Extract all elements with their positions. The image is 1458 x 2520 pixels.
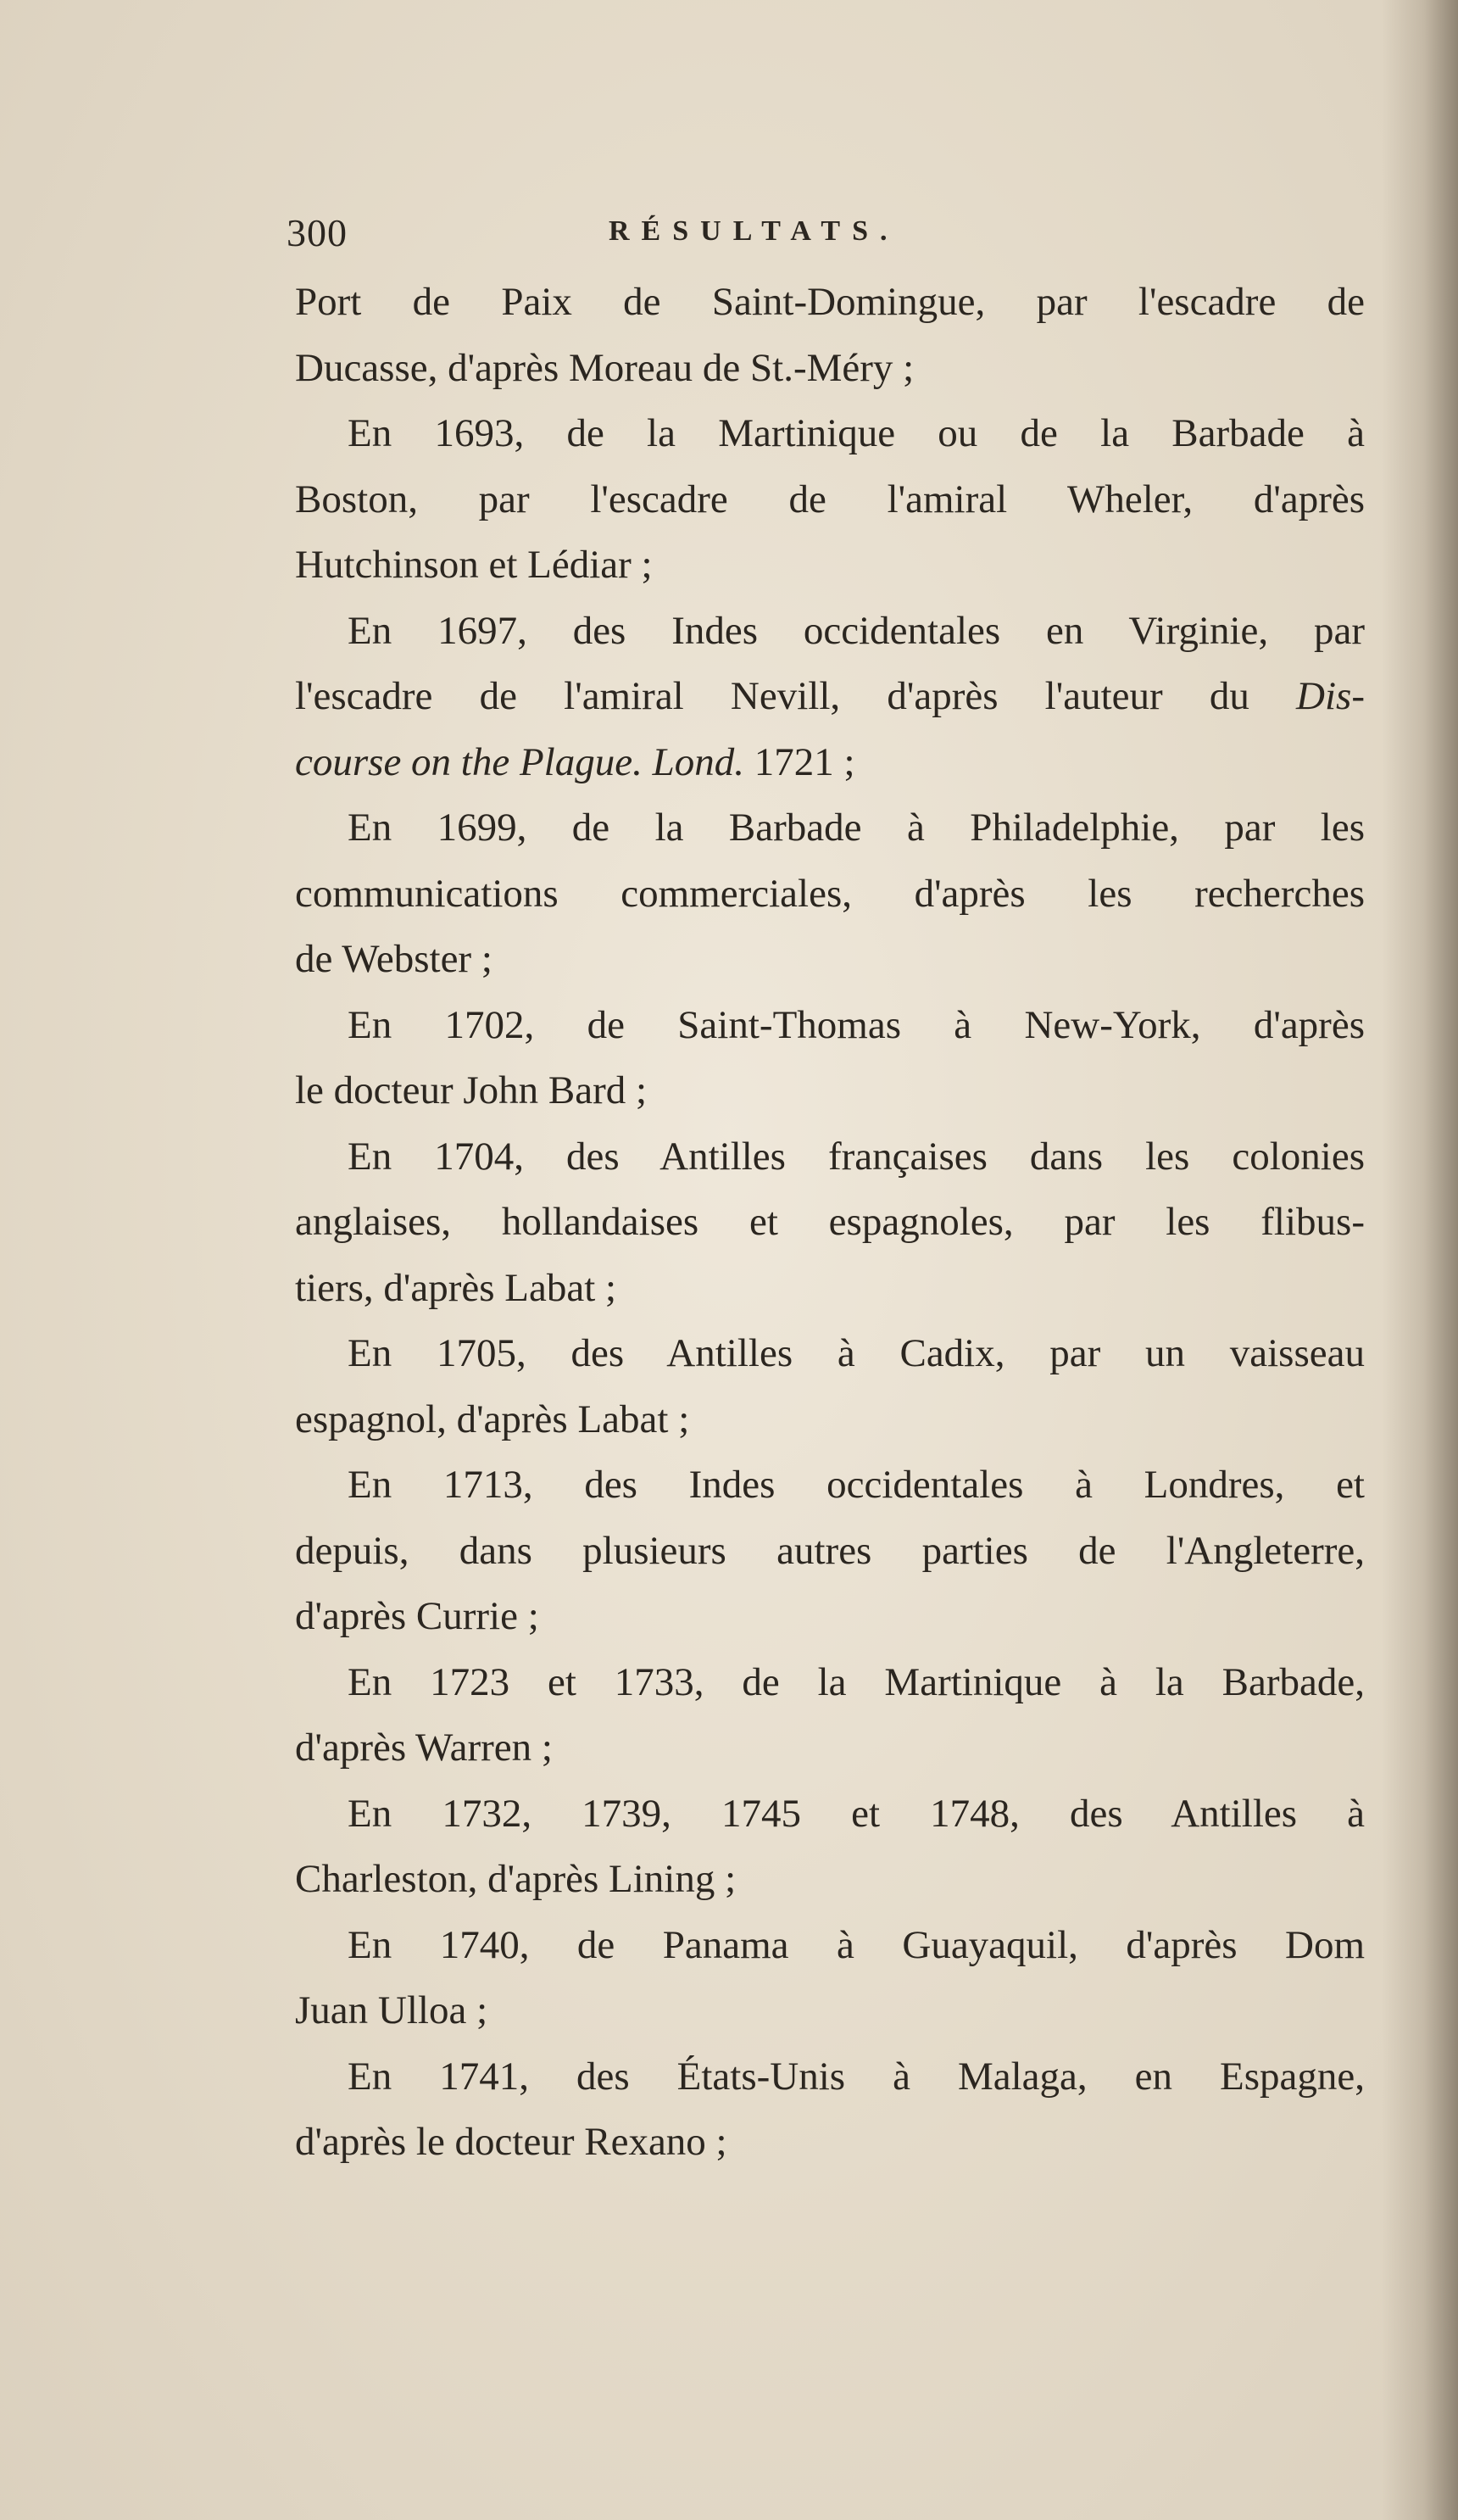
text-line: En 1741, des États-Unis à Malaga, en Espagne, bbox=[348, 2054, 1365, 2099]
text-line: Juan Ulloa ; bbox=[295, 1988, 488, 2032]
page-number: 300 bbox=[287, 211, 348, 254]
text-line bbox=[295, 730, 1365, 796]
text-line: Hutchinson et Lédiar ; bbox=[295, 543, 653, 587]
italic-title: Dis- bbox=[1296, 674, 1365, 718]
text-line: En 1704, des Antilles françaises dans les colonies bbox=[348, 1134, 1365, 1179]
running-head: RÉSULTATS. bbox=[609, 215, 899, 247]
text-line: En 1713, des Indes occidentales à Londres, et bbox=[348, 1463, 1365, 1507]
page-header bbox=[287, 210, 1372, 261]
text-line: En 1693, de la Martinique ou de la Barbade à bbox=[348, 411, 1365, 455]
text-line: Boston, par l'escadre de l'amiral Wheler, d'après bbox=[295, 477, 1365, 521]
text-line: d'après Warren ; bbox=[295, 1726, 553, 1770]
body-text bbox=[295, 270, 1365, 2176]
text-line: espagnol, d'après Labat ; bbox=[295, 1397, 690, 1441]
text-line: En 1702, de Saint-Thomas à New-York, d'après bbox=[348, 1002, 1365, 1047]
text-line: le docteur John Bard ; bbox=[295, 1068, 648, 1112]
text-line: En 1723 et 1733, de la Martinique à la Barbade, bbox=[348, 1659, 1365, 1704]
text-line: anglaises, hollandaises et espagnoles, par les flibus- bbox=[295, 1200, 1365, 1244]
text-span: l'escadre de l'amiral Nevill, d'après l'auteur du bbox=[295, 674, 1297, 718]
text-line: de Webster ; bbox=[295, 937, 492, 981]
italic-title: course on the Plague. Lond. bbox=[295, 739, 744, 784]
text-line: Charleston, d'après Lining ; bbox=[295, 1857, 737, 1901]
text-line bbox=[295, 664, 1365, 730]
text-line: En 1699, de la Barbade à Philadelphie, par les bbox=[348, 806, 1365, 850]
text-line: Ducasse, d'après Moreau de St.-Méry ; bbox=[295, 345, 915, 390]
text-line: En 1740, de Panama à Guayaquil, d'après Dom bbox=[348, 1922, 1365, 1967]
text-line: d'après Currie ; bbox=[295, 1594, 539, 1638]
text-line: communications commerciales, d'après les recherches bbox=[295, 871, 1365, 916]
text-line: depuis, dans plusieurs autres parties de l'Angleterre, bbox=[295, 1528, 1365, 1573]
text-line: tiers, d'après Labat ; bbox=[295, 1265, 617, 1310]
text-line: En 1732, 1739, 1745 et 1748, des Antilles à bbox=[348, 1791, 1365, 1836]
text-line: d'après le docteur Rexano ; bbox=[295, 2120, 727, 2164]
text-span: 1721 ; bbox=[744, 739, 855, 784]
text-line: Port de Paix de Saint-Domingue, par l'escadre de bbox=[295, 280, 1365, 324]
text-line: En 1705, des Antilles à Cadix, par un vaisseau bbox=[348, 1331, 1365, 1375]
text-line: En 1697, des Indes occidentales en Virginie, par bbox=[348, 608, 1365, 653]
